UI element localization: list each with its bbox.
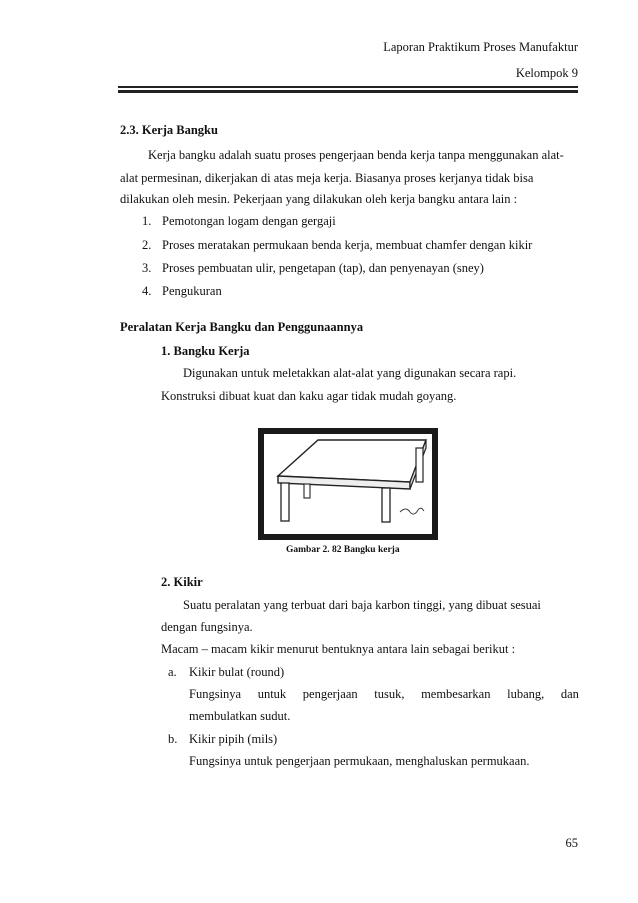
section-paragraph-line3: dilakukan oleh mesin. Pekerjaan yang dilakukan oleh kerja bangku antara lain :	[120, 192, 518, 206]
list-item-number: 1.	[142, 214, 152, 228]
word: pengerjaan	[302, 687, 358, 701]
word: Fungsinya	[189, 687, 242, 701]
word: lubang,	[507, 687, 545, 701]
sub-item-name: Kikir pipih (mils)	[189, 732, 278, 746]
sub-item-a-function-line2: membulatkan sudut.	[189, 709, 291, 723]
list-item: Proses meratakan permukaan benda kerja, membuat chamfer dengan kikir	[162, 238, 533, 252]
list-item-number: 4.	[142, 284, 152, 298]
list-item: Proses pembuatan ulir, pengetapan (tap), dan penyenayan (sney)	[162, 261, 484, 275]
figure-workbench	[258, 428, 438, 540]
sub-item-letter: b.	[168, 732, 178, 746]
section-paragraph-line2: alat permesinan, dikerjakan di atas meja kerja. Biasanya proses kerjanya tidak bisa	[120, 171, 534, 185]
list-item: Pengukuran	[162, 284, 222, 298]
item-bangku-kerja-line1: Digunakan untuk meletakkan alat-alat yang digunakan secara rapi.	[183, 366, 517, 380]
list-item-number: 3.	[142, 261, 152, 275]
word: dan	[560, 687, 579, 701]
word: untuk	[257, 687, 287, 701]
section-heading: 2.3. Kerja Bangku	[120, 123, 218, 137]
item-bangku-kerja-title: 1. Bangku Kerja	[161, 344, 250, 358]
sub-item-name: Kikir bulat (round)	[189, 665, 285, 679]
figure-caption: Gambar 2. 82 Bangku kerja	[286, 545, 400, 555]
item-kikir-line1: Suatu peralatan yang terbuat dari baja karbon tinggi, yang dibuat sesuai	[183, 598, 541, 612]
report-title: Laporan Praktikum Proses Manufaktur	[383, 40, 578, 54]
word: tusuk,	[374, 687, 405, 701]
item-kikir-line2: dengan fungsinya.	[161, 620, 253, 634]
header-rule-thin	[118, 86, 578, 88]
sub-item-letter: a.	[168, 665, 177, 679]
page-number: 65	[565, 836, 578, 850]
workbench-drawing	[264, 434, 432, 534]
item-kikir-line3: Macam – macam kikir menurut bentuknya antara lain sebagai berikut :	[161, 642, 516, 656]
item-kikir-title: 2. Kikir	[161, 575, 203, 589]
group-label: Kelompok 9	[515, 66, 578, 80]
list-item: Pemotongan logam dengan gergaji	[162, 214, 336, 228]
item-bangku-kerja-line2: Konstruksi dibuat kuat dan kaku agar tidak mudah goyang.	[161, 389, 457, 403]
tools-heading: Peralatan Kerja Bangku dan Penggunaannya	[120, 320, 364, 334]
list-item-number: 2.	[142, 238, 152, 252]
sub-item-a-function-line1	[189, 687, 579, 702]
word: membesarkan	[421, 687, 491, 701]
section-paragraph-line1: Kerja bangku adalah suatu proses pengerjaan benda kerja tanpa menggunakan alat-	[148, 148, 564, 162]
header-rule-thick	[118, 90, 578, 93]
sub-item-b-function: Fungsinya untuk pengerjaan permukaan, menghaluskan permukaan.	[189, 754, 530, 768]
